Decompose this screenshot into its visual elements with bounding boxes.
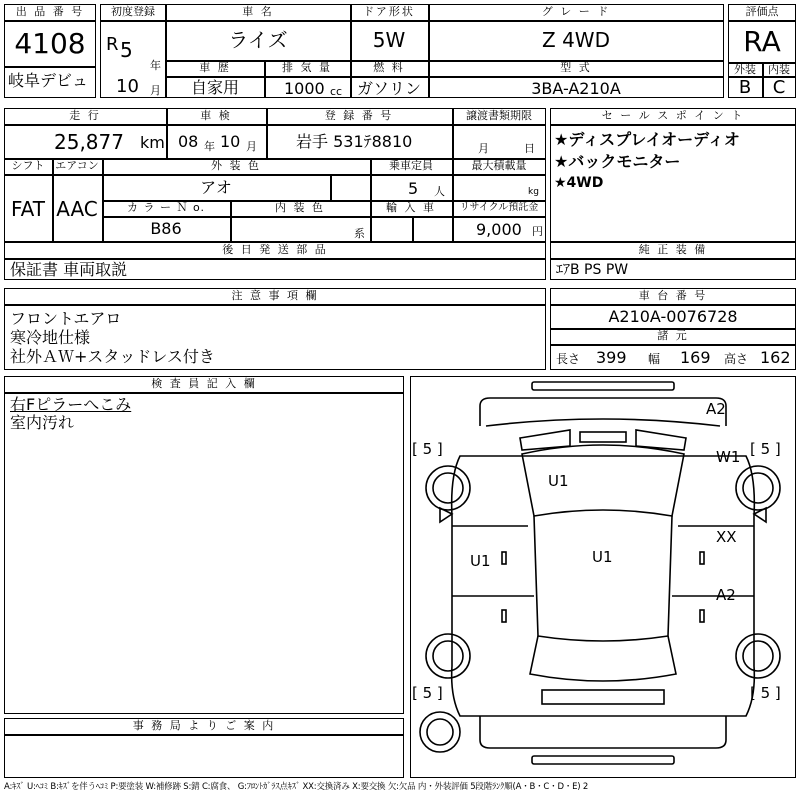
year-unit: 年 (150, 59, 161, 72)
displacement-label: 排 気 量 (282, 61, 332, 74)
width-label: 幅 (648, 352, 661, 366)
ext-label: 外装 (734, 63, 756, 76)
inspector-line-1: 右Fピラーへこみ (10, 395, 132, 414)
sales-point-1: ★ディスプレイオーディオ (554, 130, 740, 149)
car-name: ライズ (228, 28, 288, 52)
lot-label: 出 品 番 号 (15, 5, 85, 18)
car-diagram (410, 376, 796, 778)
score: RA (743, 25, 781, 58)
chassis-label: 車 台 番 号 (638, 289, 708, 302)
ext-color-label: 外 装 色 (211, 159, 261, 172)
length: 399 (596, 348, 627, 367)
grade: Z 4WD (542, 28, 610, 52)
height-label: 高さ (724, 352, 749, 366)
history-label: 車 歴 (199, 61, 231, 74)
era: R (106, 34, 119, 55)
inspector-line-2: 室内汚れ (10, 413, 75, 432)
ac-label: エアコン (55, 159, 99, 172)
import-label: 輸 入 車 (386, 201, 436, 214)
office-label: 事 務 局 よ り ご 案 内 (132, 719, 276, 732)
model-label: 型 式 (560, 61, 592, 74)
load-label: 最大積載量 (471, 159, 527, 172)
seats: 5 (408, 179, 419, 198)
shift: FAT (10, 197, 45, 221)
lot-number: 4108 (14, 27, 86, 60)
int-label: 内装 (768, 63, 790, 76)
mark-u1-left: U1 (470, 552, 491, 570)
car-name-label: 車 名 (242, 5, 274, 18)
reg-year: 5 (120, 38, 133, 62)
recycle-label: リサイクル預託金 (459, 202, 539, 213)
inspection-year: 08 (178, 132, 199, 151)
color-number: B86 (150, 219, 182, 238)
transfer-month-unit: 月 (478, 142, 489, 155)
mileage: 25,877 (54, 130, 124, 154)
mark-a2-front: A2 (706, 400, 726, 418)
model-code: 3BA-A210A (531, 79, 621, 98)
mark-xx: XX (716, 528, 737, 546)
mark-u1-roof: U1 (548, 472, 569, 490)
displacement: 1000 (284, 79, 325, 98)
note-line-1: フロントエアロ (10, 309, 122, 328)
chassis-number: A210A-0076728 (608, 307, 738, 326)
history: 自家用 (190, 78, 239, 97)
door-type: 5W (372, 28, 406, 52)
door-label: ドア形状 (363, 5, 415, 18)
width: 169 (680, 348, 711, 367)
dims-label: 諸 元 (657, 329, 689, 342)
equipment-label: 純 正 装 備 (638, 243, 708, 256)
height: 162 (760, 348, 791, 367)
inspection-year-unit: 年 (204, 140, 215, 153)
ext-score: B (738, 77, 752, 98)
legend: A:ｷｽﾞ U:ﾍｺﾐ B:ｷｽﾞを伴うﾍｺﾐ P:要塗装 W:補修跡 S:錆 C:腐食、 G:ﾌﾛﾝﾄｶﾞﾗｽ点ｷｽﾞ XX:交換済み X:要交換 欠:欠品 内・外装評価 5段階ﾗﾝｸ順(A・B・C・D・E) 2 (4, 782, 589, 792)
sales-point-3: ★4WD (554, 175, 604, 191)
tire-fr: [ 5 ] (750, 440, 781, 458)
tire-rr: [ 5 ] (750, 684, 781, 702)
color-number-label: カ ラ ー Ｎ o. (126, 201, 206, 214)
fuel: ガソリン (356, 79, 421, 98)
mark-u1-center: U1 (592, 548, 613, 566)
mileage-label: 走 行 (69, 109, 101, 122)
mark-a2-rear: A2 (716, 586, 736, 604)
sales-points-label: セ ー ル ス ポ イ ン ト (601, 109, 745, 122)
shift-label: シフト (11, 159, 45, 172)
length-label: 長さ (556, 352, 581, 366)
mark-w1: W1 (716, 448, 741, 466)
venue: 岐阜デビュ (8, 71, 89, 90)
note-line-2: 寒冷地仕様 (10, 328, 91, 347)
score-label: 評価点 (745, 5, 779, 18)
later-parts-label: 後 日 発 送 部 品 (222, 243, 328, 256)
seats-label: 乗車定員 (389, 159, 433, 172)
equipment: ｴｱB PS PW (556, 262, 629, 278)
reg-month: 10 (116, 76, 139, 97)
plate-number: 岩手 531ﾃ8810 (296, 132, 413, 151)
transfer-label: 譲渡書類期限 (466, 109, 532, 122)
fuel-label: 燃 料 (373, 61, 405, 74)
load-unit: kg (528, 187, 539, 197)
inspection-month: 10 (220, 132, 241, 151)
inspection-label: 車 検 (200, 109, 232, 122)
inspection-month-unit: 月 (246, 140, 257, 153)
grade-label: グ レ ー ド (541, 5, 611, 18)
notes-label: 注 意 事 項 欄 (231, 289, 319, 302)
displacement-unit: cc (330, 85, 343, 98)
inspector-label: 検 査 員 記 入 欄 (151, 377, 257, 390)
tire-fl: [ 5 ] (412, 440, 443, 458)
first-reg-label: 初度登録 (111, 5, 155, 18)
transfer-day-unit: 日 (524, 142, 535, 155)
ac: AAC (56, 197, 98, 221)
seats-unit: 人 (434, 185, 445, 198)
int-color-label: 内 装 色 (275, 201, 325, 214)
plate-label: 登 録 番 号 (324, 109, 394, 122)
ext-color: アオ (200, 178, 232, 197)
sales-point-2: ★バックモニター (554, 152, 681, 171)
month-unit: 月 (150, 84, 161, 97)
later-parts: 保証書 車両取説 (10, 260, 128, 279)
note-line-3: 社外ＡＷ+スタッドレス付き (10, 347, 215, 366)
tire-rl: [ 5 ] (412, 684, 443, 702)
recycle-unit: 円 (532, 225, 543, 238)
mileage-unit: km (140, 133, 165, 152)
recycle-fee: 9,000 (476, 220, 522, 239)
int-color-unit: 系 (354, 227, 365, 240)
int-score: C (772, 77, 786, 98)
